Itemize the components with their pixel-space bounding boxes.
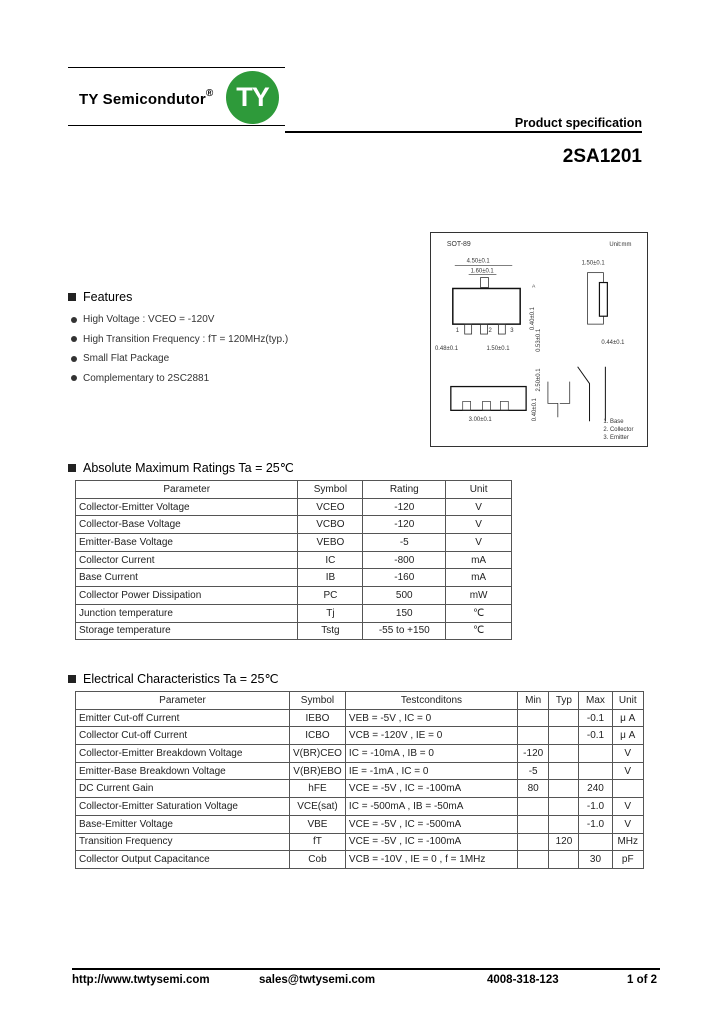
table-row: Collector-Emitter Breakdown Voltage V(BR)CEO IC = -10mA , IB = 0 -120 V — [76, 745, 644, 763]
dim-label: 1.60±0.1 — [470, 268, 494, 275]
package-unit: Unit:mm — [609, 241, 632, 248]
table-row: Collector-Emitter Voltage VCEO -120 V — [76, 498, 512, 516]
feature-item: High Transition Frequency : fT = 120MHz(typ.) — [71, 330, 288, 350]
company-name: TY Semicondutor® — [79, 88, 214, 108]
table-header-row: Parameter Symbol Rating Unit — [76, 481, 512, 499]
bullet-dot-icon — [71, 336, 77, 342]
package-name: SOT-89 — [446, 240, 471, 248]
svg-text:1: 1 — [455, 328, 460, 335]
svg-text:2: 2 — [488, 328, 492, 335]
feature-item: Complementary to 2SC2881 — [71, 369, 288, 389]
features-list — [71, 310, 288, 388]
header-short-rule — [68, 125, 285, 126]
table-row: Base Current IB -160 mA — [76, 569, 512, 587]
dim-label: 3.00±0.1 — [468, 417, 492, 424]
dim-label: 0.40±0.1 — [530, 307, 537, 331]
table-row: Emitter Cut-off Current IEBO VEB = -5V , IC = 0 -0.1 μ A — [76, 709, 644, 727]
package-outline-drawing — [430, 232, 648, 447]
header-long-rule — [285, 131, 642, 133]
table-row: Collector-Base Voltage VCBO -120 V — [76, 516, 512, 534]
table-row: Storage temperature Tstg -55 to +150 ℃ — [76, 622, 512, 640]
electrical-table — [75, 691, 644, 869]
svg-text:A: A — [532, 284, 536, 290]
dim-label: 2.50±0.1 — [535, 368, 542, 392]
table-row: Emitter-Base Breakdown Voltage V(BR)EBO IE = -1mA , IC = 0 -5 V — [76, 762, 644, 780]
footer-rule — [72, 968, 660, 970]
abs-max-table — [75, 480, 512, 640]
footer-email-link[interactable]: sales@twtysemi.com — [259, 974, 376, 986]
table-header-row: Parameter Symbol Testconditons Min Typ Max Unit — [76, 692, 644, 710]
footer-phone: 4008-318-123 — [487, 974, 559, 986]
header-top-rule — [68, 67, 285, 68]
table-row: Base-Emitter Voltage VBE VCE = -5V , IC = -500mA -1.0 V — [76, 815, 644, 833]
bullet-square-icon — [68, 464, 76, 472]
table-row: Emitter-Base Voltage VEBO -5 V — [76, 534, 512, 552]
footer-website-link[interactable]: http://www.twtysemi.com — [72, 974, 210, 986]
table-row: Transition Frequency fT VCE = -5V , IC = -100mA 120 MHz — [76, 833, 644, 851]
dim-label: 0.44±0.1 — [601, 339, 625, 346]
dim-label: 0.48±0.1 — [434, 345, 459, 352]
dim-label: 4.50±0.1 — [466, 258, 490, 265]
svg-text:3: 3 — [510, 328, 514, 335]
product-specification-label: Product specification — [514, 116, 642, 130]
dim-label: 1.50±0.1 — [581, 260, 605, 267]
bullet-square-icon — [68, 293, 76, 301]
dim-label: 0.53±0.1 — [535, 328, 542, 352]
table-row: Junction temperature Tj 150 ℃ — [76, 604, 512, 622]
table-row: Collector Power Dissipation PC 500 mW — [76, 587, 512, 605]
table-row: Collector Output Capacitance Cob VCB = -10V , IE = 0 , f = 1MHz 30 pF — [76, 851, 644, 869]
part-number-title: 2SA1201 — [562, 146, 642, 167]
dim-label: 1.50±0.1 — [486, 345, 510, 352]
electrical-heading: Electrical Characteristics Ta = 25℃ — [68, 671, 278, 686]
company-logo: TY — [226, 71, 279, 124]
dim-label: 0.40±0.1 — [532, 398, 539, 422]
pin-legend-3: 3. Emitter — [603, 435, 629, 442]
pin-legend-2: 2. Collector — [603, 427, 634, 434]
table-row: Collector Current IC -800 mA — [76, 551, 512, 569]
table-row: DC Current Gain hFE VCE = -5V , IC = -100mA 80 240 — [76, 780, 644, 798]
table-row: Collector Cut-off Current ICBO VCB = -120V , IE = 0 -0.1 μ A — [76, 727, 644, 745]
features-heading: Features — [68, 290, 132, 304]
footer-page-number: 1 of 2 — [627, 974, 658, 986]
feature-item: Small Flat Package — [71, 349, 288, 369]
bullet-dot-icon — [71, 356, 77, 362]
feature-item: High Voltage : VCEO = -120V — [71, 310, 288, 330]
bullet-dot-icon — [71, 317, 77, 323]
abs-max-heading: Absolute Maximum Ratings Ta = 25℃ — [68, 460, 294, 475]
pin-legend-1: 1. Base — [603, 419, 624, 426]
table-row: Collector-Emitter Saturation Voltage VCE(sat) IC = -500mA , IB = -50mA -1.0 V — [76, 798, 644, 816]
bullet-dot-icon — [71, 375, 77, 381]
bullet-square-icon — [68, 675, 76, 683]
